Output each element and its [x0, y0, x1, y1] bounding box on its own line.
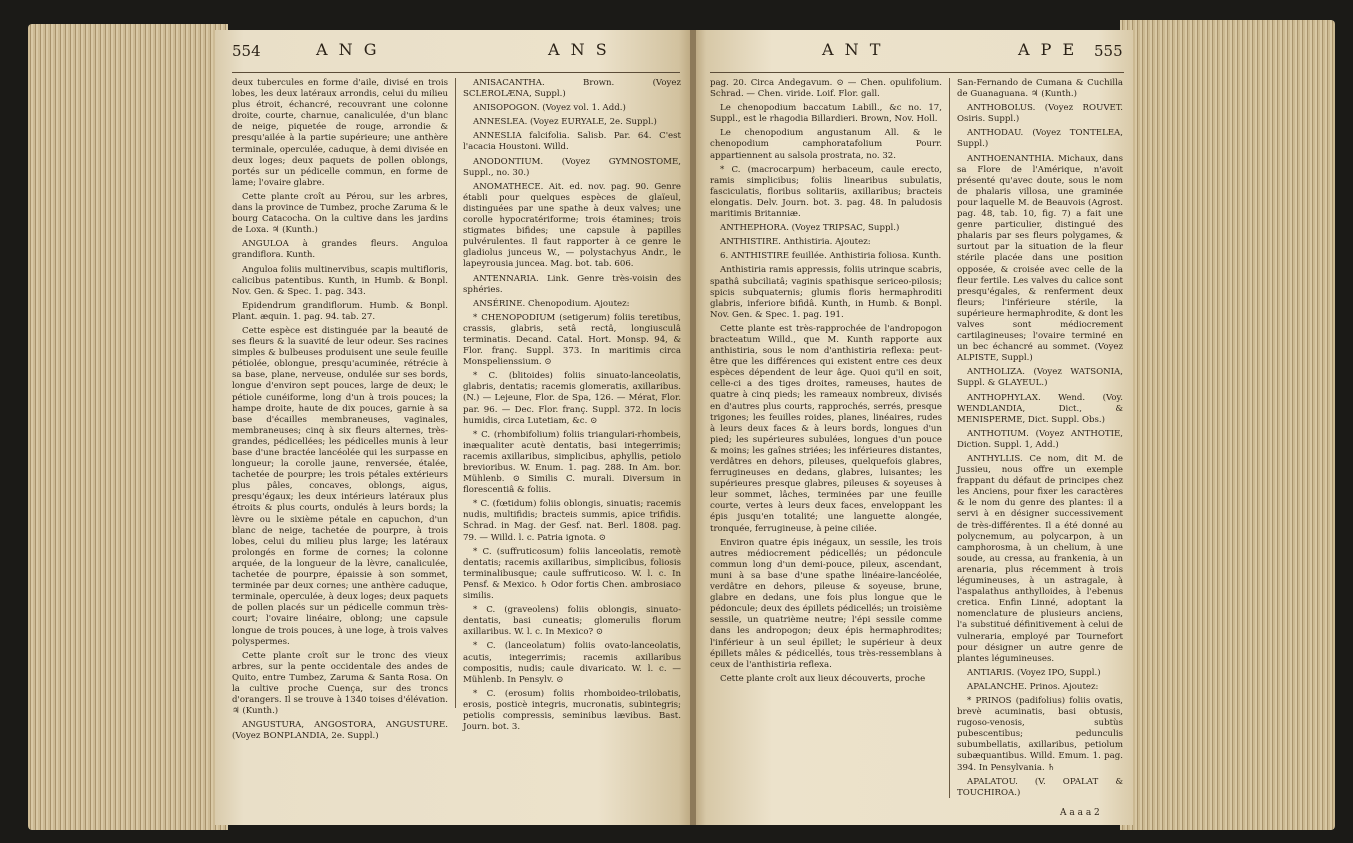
left-column-2 [463, 78, 681, 820]
paragraph: * C. (graveolens) foliis oblongis, sinuato-dentatis, basi cuneatis; glomerulis florum axillaribus. W. l. c. In Mexico? ⊙ [463, 605, 681, 638]
paragraph: Cette plante est très-rapprochée de l'andropogon bracteatum Willd., que M. Kunth rapporte aux anthistiria, sous le nom d'anthistiria reflexa: peut-être que les différences qui existent entre ces deux espèces dépendent de leur âge. Quoi qu'il en soit, celle-ci a des tiges droites, rameuses, hautes de quatre à cinq pieds; les rameaux nombreux, divisés en d'autres plus courts, rapprochés, serrés, presque trigones; les feuilles roides, planes, linéaires, rudes à leurs deux faces & à leurs bords, longues d'un pied; les supérieures subulées, longues d'un pouce & moins; les gaînes striées; les inférieures distantes, verdâtres en dehors, pileuses, quelquefois glabres, ferrugineuses en dedans, glabres, luisantes; les supérieures presque glabres, pileuses & soyeuses à leur sommet, lâches, terminées par une feuille courte, vertes à leurs deux faces, enveloppant les épis jusqu'en totalité; une languette alongée, tronquée, ferrugineuse, à peine ciliée. [710, 323, 942, 534]
paragraph: APALANCHE. Prinos. Ajoutez: [967, 681, 1099, 692]
paragraph: ANGULOA à grandes fleurs. Anguloa grandiflora. Kunth. [232, 239, 448, 261]
right-header-left: A N T [822, 40, 884, 59]
paragraph: ANTHOENANTHIA. Michaux, dans sa Flore de l'Amérique, n'avoit présenté qu'avec doute, sous le nom de phalaris villosa, une graminée pour laquelle M. de Beauvois (Agrost. pag. 48, tab. 10, fig. 7) a fait une genre particulier, distingué des phalaris par ses fleurs polygames, & surtout par la situation de la fleur stérile placée dans une position opposée, & croisée avec celle de la fleur fertile. Les valves du calice sont presqu'égales, & renferment deux fleurs; l'inférieure stérile, la supérieure hermaphrodite, & dont les valves sont médiocrement cartilagineuses; l'ovaire terminé en un bec échancré au sommet. (Voyez ALPISTE, Suppl.) [957, 153, 1123, 364]
paragraph: * C. (macrocarpum) herbaceum, caule erecto, ramis simplicibus; foliis linearibus subulatis, fasciculatis, floribus solitariis, axillaribus; bracteis elongatis. Delv. Journ. bot. 3. pag. 48. In paludosis maritimis Britanniæ. [710, 164, 942, 220]
paragraph: 6. ANTHISTIRE feuillée. Anthistiria foliosa. Kunth. [720, 251, 942, 262]
signature-mark: A a a a 2 [1060, 808, 1100, 818]
paragraph: ANNESLIA falcifolia. Salisb. Par. 64. C'est l'acacia Houstoni. Willd. [463, 131, 681, 153]
left-page-number: 554 [232, 42, 261, 60]
right-column-divider [949, 78, 950, 798]
left-column-1 [232, 78, 448, 742]
paragraph: Cette espèce est distinguée par la beauté de ses fleurs & la suavité de leur odeur. Ses racines simples & bulbeuses produisent une seule feuille pétiolée, oblongue, presqu'acuminée, rétrécie à sa base, plane, nerveuse, ondulée sur ses bords, longue d'environ sept pouces, large de deux; le pétiole cunéiforme, long d'un à trois pouces; la hampe droite, haute de dix pouces, garnie à sa base d'écailles membraneuses, vaginales, membraneuses; cinq à six fleurs alternes, très-grandes, pédicellées; les pédicelles munis à leur base d'une bractée lancéolée qui les surpasse en longueur; la corolle jaune, renversée, étalée, tachetée de pourpre; les trois pétales extérieurs plus pâles, concaves, oblongs, aigus, presqu'égaux; les deux intérieurs latéraux plus étroits & plus courts, ondulés à leurs bords; la lèvre ou le sixième pétale en capuchon, d'un blanc de neige, tachetée de pourpre, à trois lobes, celui du milieu plus large; les latéraux prolongés en forme de cornes; la colonne arquée, de la longueur de la lèvre, canaliculée, tachetée de pourpre, épaissie à son sommet, terminée par deux cornes; une anthère caduque, terminale, operculée, à deux loges; deux paquets de pollen placés sur un pédicelle commun très-court; l'ovaire linéaire, oblong; une capsule longue de trois pouces, à une loge, à trois valves polyspermes. [232, 325, 448, 647]
paragraph: ANISOPOGON. (Voyez vol. 1. Add.) [473, 103, 626, 114]
paragraph: * PRINOS (padifolius) foliis ovatis, brevè acuminatis, basi obtusis, rugoso-venosis, subtùs pubescentibus; pedunculis subumbellatis, axillaribus, petiolum subæquantibus. Willd. Emum. 1. pag. 394. In Pensylvania. ♄ [957, 695, 1123, 773]
paragraph: ANTHYLLIS. Ce nom, dit M. de Jussieu, nous offre un exemple frappant du défaut de principes chez les Anciens, pour fixer les caractères & le nom du genre des plantes: il a servi à en désigner successivement de très-différentes. Il a été donné au polycnemum, au polycarpon, à un camphorosma, à un chelium, à une soude, au cressa, au frankenia, à un arenaria, plus récemment à trois légumineuses, à un astragale, à l'aspalathus anthylloides, à l'ebenus cretica. Enfin Linné, adoptant la nomenclature de plusieurs anciens, l'a substitué définitivement à celui de vulneraria, employé par Tournefort pour désigner un autre genre de plantes légumineuses. [957, 454, 1123, 664]
paragraph: pag. 20. Circa Andegavum. ⊙ — Chen. opulifolium. Schrad. — Chen. viride. Loif. Flor. gall. [710, 78, 942, 100]
left-page-stack [28, 24, 228, 830]
paragraph: * C. (suffruticosum) foliis lanceolatis, remotè dentatis; racemis axillaribus, simplicibus, foliosis terminalibusque; caule suffruticoso. W. l. c. In Pensf. & Mexico. ♄ Odor fortis Chen. ambrosiaco similis. [463, 546, 681, 602]
paragraph: ANTHOPHYLAX. Wend. (Voy. WENDLANDIA, Dict., & MENISPERME, Dict. Suppl. Obs.) [957, 392, 1123, 425]
paragraph: Le chenopodium baccatum Labill., &c no. 17, Suppl., est le rhagodia Billardieri. Brown, Nov. Holl. [710, 103, 942, 125]
paragraph: ANGUSTURA, ANGOSTORA, ANGUSTURE. (Voyez BONPLANDIA, 2e. Suppl.) [232, 720, 448, 742]
paragraph: San-Fernando de Cumana & Cuchilla de Guanaguana. ♃ (Kunth.) [957, 78, 1123, 100]
paragraph: * C. (fœtidum) foliis oblongis, sinuatis; racemis nudis, multifidis; bracteis summis, apice trifidis. Schrad. in Mag. der Gesf. nat. Berl. 1808. pag. 79. — Willd. l. c. Patria ignota. ⊙ [463, 499, 681, 543]
paragraph: * CHENOPODIUM (setigerum) foliis teretibus, crassis, glabris, setâ rectâ, longiusculâ terminatis. Decand. Catal. Hort. Monsp. 94, & Flor. franç. Suppl. 373. In maritimis circa Monspelienssium. ⊙ [463, 312, 681, 368]
paragraph: ANTHISTIRE. Anthistiria. Ajoutez: [720, 237, 871, 248]
paragraph: Le chenopodium angustanum All. & le chenopodium camphoratafolium Pourr. appartiennent au salsola prostrata, no. 32. [710, 128, 942, 161]
right-page-number: 555 [1094, 42, 1123, 60]
paragraph: * C. (erosum) foliis rhomboideo-trilobatis, erosis, posticè integris, mucronatis, subintegris; petiolis compressis, seminibus lævibus. Bast. Journ. bot. 3. [463, 688, 681, 733]
paragraph: ANISACANTHA. Brown. (Voyez SCLEROLÆNA, Suppl.) [463, 78, 681, 100]
paragraph: APALATOU. (V. OPALAT & TOUCHIROA.) [957, 776, 1123, 798]
paragraph: ANODONTIUM. (Voyez GYMNOSTOME, Suppl., no. 30.) [463, 156, 681, 178]
paragraph: Cette plante croît au Pérou, sur les arbres, dans la province de Tumbez, proche Zaruma & le bourg Catacocha. On la cultive dans les jardins de Loxa. ♃ (Kunth.) [232, 191, 448, 236]
left-column-divider [455, 78, 456, 708]
left-header-right: A N S [548, 40, 610, 59]
paragraph: ANTHODAU. (Voyez TONTELEA, Suppl.) [957, 128, 1123, 150]
paragraph: Cette plante croît aux lieux découverts, proche [720, 673, 926, 684]
paragraph: Anguloa foliis multinervibus, scapis multifloris, calicibus patentibus. Kunth, in Humb. & Bonpl. Nov. Gen. & Spec. 1. pag. 343. [232, 264, 448, 297]
left-header-left: A N G [316, 40, 380, 59]
paragraph: ANTHOTIUM. (Voyez ANTHOTIE, Diction. Suppl. 1, Add.) [957, 428, 1123, 450]
paragraph: ANNESLEA. (Voyez EURYALE, 2e. Suppl.) [473, 117, 657, 128]
paragraph: ANTIARIS. (Voyez IPO, Suppl.) [967, 667, 1101, 678]
paragraph: ANOMATHECE. Ait. ed. nov. pag. 90. Genre établi pour quelques espèces de glaïeul, distinguées par une spathe à deux valves; une corolle hypocratériforme; trois étamines; trois stigmates bifides; une capsule à papilles pulvérulentes. Il faut rapporter à ce genre le gladiolus junceus W., — polystachyus Andr., le lapeyrousia juncea. Mag. bot. tab. 606. [463, 181, 681, 270]
paragraph: * C. (lanceolatum) foliis ovato-lanceolatis, acutis, integerrimis; racemis axillaribus compositis, nudis; caule divaricato. W. l. c. — Mühlenb. In Pensylv. ⊙ [463, 641, 681, 685]
left-header-rule [232, 72, 680, 73]
paragraph: Epidendrum grandiflorum. Humb. & Bonpl. Plant. æquin. 1. pag. 94. tab. 27. [232, 300, 448, 322]
paragraph: Environ quatre épis inégaux, un sessile, les trois autres médiocrement pédicellés; un pédoncule commun long d'un demi-pouce, pileux, ascendant, muni à sa base d'une spathe linéaire-lancéolée, verdâtre en dehors, pileuse & soyeuse, brune, glabre en dedans, une fois plus longue que le pédoncule; deux des épillets pédicellés; un troisième sessile, un quatrième neutre; l'épi sessile comme dans les andropogon; deux épis hermaphrodites; l'inférieur à un seul épillet; le supérieur à deux épillets mâles & pédicellés, tous très-ressemblans à ceux de l'anthistiria reflexa. [710, 537, 942, 670]
paragraph: Cette plante croît sur le tronc des vieux arbres, sur la pente occidentale des andes de Quito, entre Tumbez, Zaruma & Santa Rosa. On la cultive proche Cuença, sur des troncs d'orangers. Il se trouve à 1340 toises d'élévation. ♃ (Kunth.) [232, 650, 448, 717]
paragraph: * C. (rhombifolium) foliis triangulari-rhombeis, inæqualiter acutè dentatis, basi integerrimis; racemis axillaribus, simplicibus, aphyllis, petiolo brevioribus. W. Enum. 1. pag. 288. In Am. bor. Mühlenb. ⊙ Similis C. murali. Diversum in florescentiâ & foliis. [463, 429, 681, 496]
right-column-2 [957, 78, 1123, 806]
right-page-stack [1120, 20, 1335, 830]
paragraph: ANTHEPHORA. (Voyez TRIPSAC, Suppl.) [720, 223, 900, 234]
paragraph: ANSÉRINE. Chenopodium. Ajoutez: [473, 298, 630, 309]
right-header-rule [710, 72, 1124, 73]
right-header-right: A P E [1018, 40, 1078, 59]
right-column-1 [710, 78, 942, 818]
paragraph: * C. (blitoides) foliis sinuato-lanceolatis, glabris, dentatis; racemis glomeratis, axillaribus. (N.) — Lejeune, Flor. de Spa, 126. — Mérat, Flor. par. 96. — Dec. Flor. franç. Suppl. 372. In locis humidis, circa Lutetiam, &c. ⊙ [463, 371, 681, 426]
book-gutter [690, 30, 696, 825]
paragraph: ANTHOLIZA. (Voyez WATSONIA, Suppl. & GLAYEUL.) [957, 367, 1123, 389]
paragraph: deux tubercules en forme d'aile, divisé en trois lobes, les deux latéraux arrondis, celui du milieu plus étroit, échancré, recouvrant une colonne droite, courte, charnue, canaliculée, d'un blanc de neige, piquetée de rouge, arrondie & presqu'ailée à la partie supérieure; une anthère terminale, operculée, caduque, à demi divisée en deux loges; deux paquets de pollen oblongs, portés sur un pédicelle commun, en forme de lame; l'ovaire glabre. [232, 78, 448, 188]
paragraph: ANTHOBOLUS. (Voyez ROUVET. Osiris. Suppl.) [957, 103, 1123, 125]
paragraph: ANTENNARIA. Link. Genre très-voisin des sphéries. [463, 273, 681, 295]
paragraph: Anthistiria ramis appressis, foliis utrinque scabris, spathâ subciliatâ; vaginis spathisque sericeo-pilosis; spicis subquaternis; glumis floris hermaphroditi glabris, inferiore bifidâ. Kunth, in Humb. & Bonpl. Nov. Gen. & Spec. 1. pag. 191. [710, 265, 942, 320]
